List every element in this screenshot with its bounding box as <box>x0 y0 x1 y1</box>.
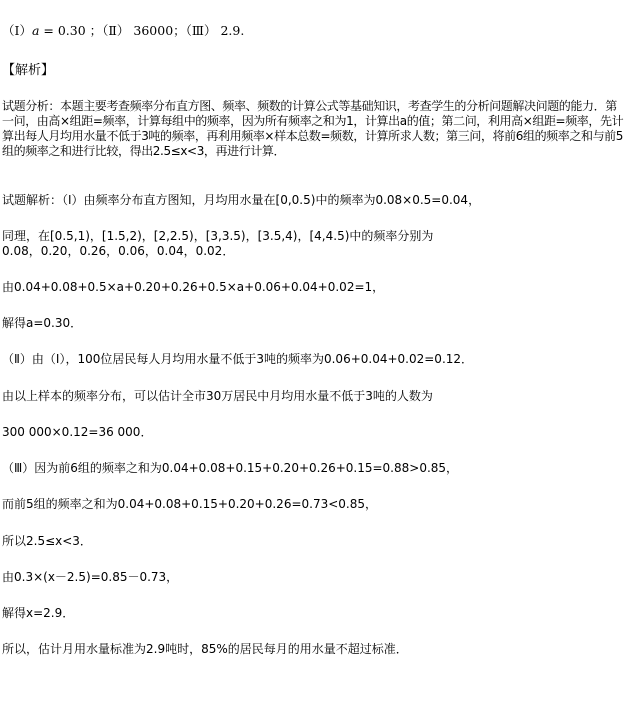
solution-line-5: 解得a=0.30． <box>2 316 83 330</box>
answer-separator-1: ；（Ⅱ） <box>89 23 130 38</box>
answer-part2-value: 36000 <box>133 23 174 38</box>
solution-line-12: 由0.3×(x－2.5)=0.85－0.73， <box>2 570 179 584</box>
solution-line-1: 试题解析：（Ⅰ）由频率分布直方图知，月均用水量在[0,0.5)中的频率为0.08×0.5=0.04， <box>2 193 481 207</box>
solution-line-3: 0.08，0.20，0.26，0.06，0.04，0.02． <box>2 244 235 258</box>
solution-line-10: 而前5组的频率之和为0.04+0.08+0.15+0.20+0.26=0.73<0.85， <box>2 497 377 511</box>
answer-separator-2: ；（Ⅲ） <box>173 23 217 38</box>
answer-variable-a: a <box>31 23 40 38</box>
analysis-heading: 【解析】 <box>2 63 55 78</box>
answer-summary <box>2 24 244 38</box>
solution-line-7: 由以上样本的频率分布，可以估计全市30万居民中月均用水量不低于3吨的人数为 <box>2 389 433 403</box>
solution-line-4: 由0.04+0.08+0.5×a+0.20+0.26+0.5×a+0.06+0.04+0.02=1， <box>2 280 385 294</box>
solution-line-11: 所以2.5≤x<3． <box>2 534 92 548</box>
answer-part3-value: 2.9. <box>220 23 245 38</box>
answer-part1-label: （Ⅰ） <box>2 23 32 38</box>
solution-line-14: 所以，估计月用水量标准为2.9吨时，85%的居民每月的用水量不超过标准． <box>2 642 408 656</box>
solution-line-8: 300 000×0.12=36 000． <box>2 425 153 439</box>
answer-part1-value: = 0.30 <box>43 23 86 38</box>
solution-line-9: （Ⅲ）因为前6组的频率之和为0.04+0.08+0.15+0.20+0.26+0.15=0.88>0.85， <box>2 461 459 475</box>
solution-line-13: 解得x=2.9． <box>2 606 75 620</box>
solution-line-6: （Ⅱ）由（Ⅰ），100位居民每人月均用水量不低于3吨的频率为0.06+0.04+0.02=0.12． <box>2 352 474 366</box>
solution-line-2: 同理，在[0.5,1)，[1.5,2)，[2,2.5)，[3,3.5)，[3.5,4)，[4,4.5)中的频率分别为 <box>2 229 434 243</box>
analysis-paragraph: 试题分析：本题主要考查频率分布直方图、频率、频数的计算公式等基础知识，考查学生的分析问题解决问题的能力．第一问，由高×组距=频率，计算每组中的频率，因为所有频率之和为1，计算出a的值；第二问，利用高×组距=频率，先计算出每人月均用水量不低于3吨的频率，再利用频率×样本总数=频数，计算所求人数；第三问，将前6组的频率之和与前5组的频率之和进行比较，得出2.5≤x<3，再进行计算． <box>2 99 624 158</box>
